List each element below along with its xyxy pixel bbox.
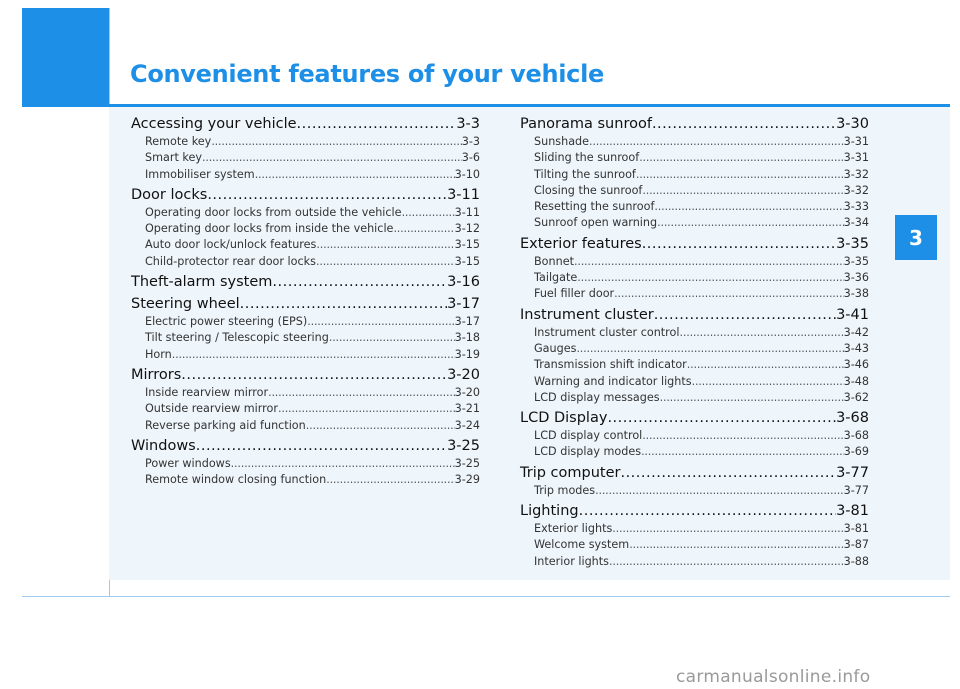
header-color-block: [22, 8, 109, 107]
toc-heading-label: LCD Display: [520, 410, 608, 427]
toc-sub-page: 3-42: [843, 325, 869, 339]
toc-sub-entry[interactable]: [520, 521, 869, 537]
toc-sub-page: 3-34: [843, 216, 869, 230]
toc-sub-label: Resetting the sunroof: [534, 200, 655, 214]
toc-sub-entry[interactable]: [131, 401, 480, 417]
dot-leader: [577, 270, 843, 286]
toc-heading-label: Theft-alarm system: [131, 274, 273, 291]
toc-section: [520, 408, 869, 461]
toc-heading-page: 3-81: [836, 503, 869, 520]
toc-sub-label: Child-protector rear door locks: [145, 254, 316, 268]
toc-sub-label: Immobiliser system: [145, 167, 255, 181]
toc-sub-page: 3-18: [454, 331, 480, 345]
toc-sub-label: Tilt steering / Telescopic steering: [145, 331, 329, 345]
dot-leader: [231, 456, 455, 472]
toc-sub-label: Closing the sunroof: [534, 183, 643, 197]
dot-leader: [641, 444, 844, 460]
toc-sub-page: 3-6: [461, 151, 480, 165]
bottom-rule: [22, 596, 950, 597]
toc-sub-label: Gauges: [534, 341, 577, 355]
toc-heading-entry[interactable]: [131, 436, 480, 456]
dot-leader: [620, 463, 836, 483]
dot-leader: [306, 418, 455, 434]
dot-leader: [255, 167, 455, 183]
toc-heading-page: 3-3: [456, 116, 480, 132]
toc-sub-page: 3-62: [843, 390, 869, 404]
toc-sub-page: 3-19: [454, 347, 480, 361]
toc-sub-page: 3-87: [843, 538, 869, 552]
dot-leader: [211, 134, 461, 150]
toc-sub-page: 3-29: [454, 473, 480, 487]
dot-leader: [652, 114, 836, 134]
toc-sub-entry[interactable]: [131, 134, 480, 150]
dot-leader: [402, 205, 455, 221]
toc-section: [520, 305, 869, 406]
dot-leader: [680, 325, 844, 341]
toc-sub-entry[interactable]: [520, 483, 869, 499]
toc-sub-label: Sunshade: [534, 135, 590, 148]
toc-sub-label: Remote key: [145, 135, 212, 148]
toc-sub-page: 3-36: [843, 271, 869, 285]
toc-sub-entry[interactable]: [131, 314, 480, 330]
dot-leader: [307, 314, 454, 330]
dot-leader: [657, 215, 844, 231]
toc-section: [131, 185, 480, 270]
dot-leader: [609, 554, 844, 570]
dot-leader: [278, 401, 455, 417]
toc-sub-entry[interactable]: [520, 554, 869, 570]
dot-leader: [614, 286, 843, 302]
toc-heading-label: Steering wheel: [131, 296, 240, 313]
chapter-tab[interactable]: 3: [895, 215, 937, 260]
toc-sub-page: 3-48: [843, 374, 869, 388]
toc-sub-label: LCD display messages: [534, 390, 660, 404]
toc-heading-entry[interactable]: [131, 272, 480, 292]
toc-sub-label: Tilting the sunroof: [534, 167, 636, 181]
dot-leader: [329, 330, 455, 346]
toc-heading-page: 3-35: [836, 235, 869, 252]
title-underline: [109, 89, 950, 107]
dot-leader: [172, 347, 455, 363]
dot-leader: [612, 521, 843, 537]
dot-leader: [196, 436, 447, 456]
toc-sub-page: 3-15: [454, 238, 480, 252]
toc-sub-page: 3-3: [461, 135, 480, 148]
toc-sub-entry[interactable]: [520, 183, 869, 199]
dot-leader: [660, 390, 844, 406]
dot-leader: [579, 501, 836, 521]
toc-section: [520, 463, 869, 499]
toc-right-column: [520, 114, 869, 572]
toc-sub-entry[interactable]: [520, 215, 869, 231]
toc-heading-entry[interactable]: [131, 365, 480, 385]
toc-sub-entry[interactable]: [131, 150, 480, 166]
toc-section: [131, 272, 480, 292]
toc-sub-label: Inside rearview mirror: [145, 385, 269, 399]
toc-sub-page: 3-69: [843, 445, 869, 459]
toc-sub-label: Fuel filler door: [534, 287, 615, 301]
toc-sub-entry[interactable]: [520, 150, 869, 166]
toc-left-column: [131, 114, 480, 490]
dot-leader: [181, 365, 447, 385]
toc-sub-entry[interactable]: [131, 456, 480, 472]
toc-sub-label: Exterior lights: [534, 522, 613, 536]
toc-heading-entry[interactable]: [520, 501, 869, 521]
toc-sub-entry[interactable]: [131, 330, 480, 346]
toc-sub-entry[interactable]: [520, 357, 869, 373]
toc-sub-label: Reverse parking aid function: [145, 418, 306, 432]
dot-leader: [642, 234, 836, 254]
toc-heading-label: Accessing your vehicle: [131, 116, 297, 132]
toc-sub-entry[interactable]: [131, 221, 480, 237]
toc-sub-label: Electric power steering (EPS): [145, 315, 308, 329]
toc-heading-page: 3-68: [836, 410, 869, 427]
dot-leader: [607, 408, 836, 428]
toc-heading-label: Windows: [131, 437, 196, 454]
toc-sub-label: Bonnet: [534, 254, 574, 268]
toc-heading-entry[interactable]: [520, 114, 869, 134]
toc-sub-page: 3-38: [843, 287, 869, 301]
toc-heading-entry[interactable]: [131, 114, 480, 134]
toc-sub-entry[interactable]: [131, 167, 480, 183]
dot-leader: [639, 150, 843, 166]
toc-sub-entry[interactable]: [520, 537, 869, 553]
toc-sub-label: Operating door locks from inside the vehicle: [145, 222, 394, 236]
watermark: carmanualsonline.info: [676, 667, 871, 687]
toc-sub-entry[interactable]: [131, 237, 480, 253]
toc-sub-entry[interactable]: [520, 325, 869, 341]
toc-sub-page: 3-10: [454, 167, 480, 181]
toc-sub-label: Power windows: [145, 456, 231, 470]
toc-sub-page: 3-21: [454, 402, 480, 416]
toc-sub-page: 3-11: [454, 205, 480, 219]
dot-leader: [654, 199, 843, 215]
page-title: Convenient features of your vehicle: [130, 60, 605, 88]
toc-sub-entry[interactable]: [520, 341, 869, 357]
toc-section: [520, 234, 869, 303]
dot-leader: [589, 134, 844, 150]
toc-sub-label: Warning and indicator lights: [534, 374, 692, 388]
toc-sub-label: Operating door locks from outside the vehicle: [145, 205, 402, 219]
toc-sub-page: 3-32: [843, 183, 869, 197]
toc-heading-entry[interactable]: [131, 185, 480, 205]
dot-leader: [326, 472, 454, 488]
toc-sub-page: 3-68: [843, 429, 869, 443]
toc-sub-label: Transmission shift indicator: [534, 358, 687, 372]
toc-sub-page: 3-33: [843, 200, 869, 214]
toc-sub-entry[interactable]: [520, 199, 869, 215]
toc-section: [131, 294, 480, 363]
dot-leader: [595, 483, 844, 499]
toc-sub-page: 3-31: [843, 135, 869, 148]
toc-sub-entry[interactable]: [520, 374, 869, 390]
toc-sub-entry[interactable]: [131, 385, 480, 401]
toc-sub-page: 3-32: [843, 167, 869, 181]
toc-sub-entry[interactable]: [520, 254, 869, 270]
toc-heading-page: 3-30: [836, 116, 869, 132]
toc-sub-label: Smart key: [145, 151, 202, 165]
toc-sub-page: 3-43: [843, 341, 869, 355]
toc-sub-entry[interactable]: [131, 472, 480, 488]
toc-heading-label: Trip computer: [520, 464, 621, 481]
toc-section: [520, 114, 869, 232]
toc-sub-entry[interactable]: [131, 205, 480, 221]
toc-heading-label: Door locks: [131, 186, 208, 203]
dot-leader: [240, 294, 447, 314]
toc-sub-page: 3-81: [843, 522, 869, 536]
toc-sub-entry[interactable]: [520, 270, 869, 286]
toc-sub-page: 3-31: [843, 151, 869, 165]
dot-leader: [576, 341, 843, 357]
toc-sub-entry[interactable]: [520, 286, 869, 302]
dot-leader: [316, 237, 454, 253]
dot-leader: [654, 305, 836, 325]
toc-heading-page: 3-17: [447, 296, 480, 313]
toc-sub-label: Welcome system: [534, 538, 630, 552]
dot-leader: [629, 537, 843, 553]
toc-sub-label: Horn: [145, 347, 172, 361]
toc-heading-page: 3-77: [836, 464, 869, 481]
toc-sub-entry[interactable]: [131, 418, 480, 434]
toc-section: [131, 114, 480, 183]
toc-sub-page: 3-17: [454, 315, 480, 329]
toc-heading-page: 3-16: [447, 274, 480, 291]
toc-heading-entry[interactable]: [520, 463, 869, 483]
toc-heading-label: Panorama sunroof: [520, 116, 652, 132]
toc-sub-entry[interactable]: [520, 167, 869, 183]
toc-heading-label: Instrument cluster: [520, 306, 654, 323]
toc-heading-page: 3-25: [447, 437, 480, 454]
dot-leader: [297, 114, 457, 134]
dot-leader: [268, 385, 455, 401]
toc-sub-label: Sunroof open warning: [534, 216, 658, 230]
toc-sub-page: 3-35: [843, 254, 869, 268]
toc-sub-entry[interactable]: [520, 390, 869, 406]
toc-heading-label: Mirrors: [131, 366, 182, 383]
toc-heading-page: 3-41: [836, 306, 869, 323]
toc-sub-label: Trip modes: [534, 483, 596, 497]
dot-leader: [316, 254, 455, 270]
toc-sub-label: Instrument cluster control: [534, 325, 680, 339]
toc-sub-label: LCD display modes: [534, 445, 642, 459]
toc-heading-entry[interactable]: [131, 294, 480, 314]
dot-leader: [692, 374, 844, 390]
toc-sub-label: LCD display control: [534, 429, 643, 443]
toc-sub-page: 3-15: [454, 254, 480, 268]
toc-sub-page: 3-25: [454, 456, 480, 470]
toc-sub-label: Tailgate: [534, 271, 578, 285]
toc-sub-page: 3-46: [843, 358, 869, 372]
toc-sub-entry[interactable]: [520, 134, 869, 150]
toc-sub-page: 3-77: [843, 483, 869, 497]
toc-heading-label: Lighting: [520, 503, 579, 520]
toc-sub-label: Auto door lock/unlock features: [145, 238, 317, 252]
toc-heading-entry[interactable]: [520, 305, 869, 325]
toc-section: [131, 365, 480, 434]
toc-sub-entry[interactable]: [520, 444, 869, 460]
dot-leader: [202, 150, 462, 166]
toc-section: [520, 501, 869, 570]
toc-heading-page: 3-11: [447, 186, 480, 203]
toc-sub-page: 3-12: [454, 222, 480, 236]
dot-leader: [574, 254, 844, 270]
toc-sub-page: 3-20: [454, 385, 480, 399]
dot-leader: [642, 428, 843, 444]
toc-sub-page: 3-88: [843, 554, 869, 568]
toc-sub-label: Outside rearview mirror: [145, 402, 278, 416]
toc-sub-label: Interior lights: [534, 554, 609, 568]
toc-heading-label: Exterior features: [520, 235, 642, 252]
dot-leader: [636, 167, 844, 183]
toc-heading-entry[interactable]: [520, 408, 869, 428]
dot-leader: [272, 272, 447, 292]
toc-sub-entry[interactable]: [131, 347, 480, 363]
toc-heading-entry[interactable]: [520, 234, 869, 254]
toc-heading-page: 3-20: [447, 366, 480, 383]
dot-leader: [393, 221, 454, 237]
toc-sub-entry[interactable]: [131, 254, 480, 270]
toc-sub-label: Remote window closing function: [145, 473, 327, 487]
dot-leader: [687, 357, 844, 373]
toc-sub-entry[interactable]: [520, 428, 869, 444]
toc-sub-page: 3-24: [454, 418, 480, 432]
toc-sub-label: Sliding the sunroof: [534, 151, 640, 165]
dot-leader: [642, 183, 843, 199]
dot-leader: [207, 185, 447, 205]
toc-section: [131, 436, 480, 489]
